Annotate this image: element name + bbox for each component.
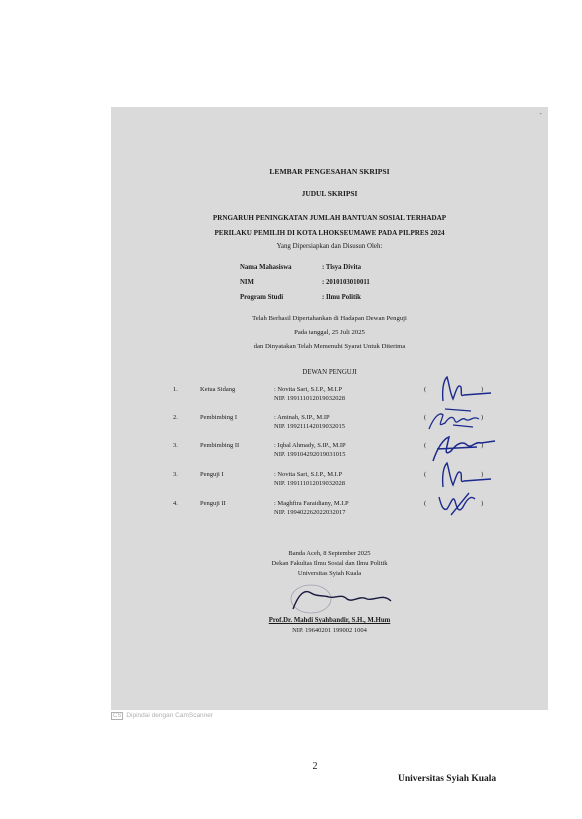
examiner-row: 1. Ketua Sidang : Novita Sari, S.I.P., M.I.P NIP. 199111012019032028 ( ) [173, 386, 484, 402]
dean-nip: NIP. 19640201 199002 1004 [292, 627, 367, 634]
defended-line-1: Telah Berhasil Dipertahankan di Hadapan Dewan Penguji [252, 315, 407, 322]
dean-name: Prof.Dr. Mahdi Syahbandir, S.H., M.Hum [268, 617, 391, 624]
page-number: 2 [312, 761, 318, 772]
sheet-title: LEMBAR PENGESAHAN SKRIPSI [269, 167, 390, 176]
board-heading: DEWAN PENGUJI [302, 369, 357, 376]
scanner-watermark: CS Dipindai dengan CamScanner [113, 712, 214, 719]
university-name-small: Universitas Syiah Kuala [297, 570, 362, 577]
thesis-title-line-2: PERILAKU PEMILIH DI KOTA LHOKSEUMAWE PADA PILPRES 2024 [214, 229, 445, 237]
signature-ketua-sidang [431, 373, 495, 405]
signature-penguji-2 [431, 487, 487, 519]
prepared-by: Yang Dipersiapkan dan Disusun Oleh: [276, 243, 383, 250]
place-date: Banda Aceh, 8 September 2025 [288, 550, 371, 557]
scanned-approval-sheet: - LEMBAR PENGESAHAN SKRIPSI JUDUL SKRIPSI PRNGARUH PENINGKATAN JUMLAH BANTUAN SOSIAL TERHADAP PERILAKU PEMILIH DI KOTA LHOKSEUMAWE PADA PILPRES 2024 Yang Dipersiapkan dan Disusun Oleh: Nama Mahasiswa : Tisya Divita NIM : 2010103010011 Program Studi : Ilmu Politik Telah Berhasil Dipertahankan di Hadapan Dewan Penguji Pada tanggal, 25 Juli 2025 dan Dinyatakan Telah Memenuhi Syarat Untuk Diterima DEWAN PENGUJI 1. Ketua Sidang : Novita Sari, S.I.P., M.I.P NIP. 199111012019032028 ( ) 2. Pembimbing I : Aminah, S.IP., M.IP NIP. 199211142019032015 ( ) 3. Pembimbing II : Iqbal Ahmady, S.IP., M.IP NIP. 199104292019031015 ( ) 3. Penguji I : Novita Sari, S.I.P., M.I.P NIP. 199111012019032028 ( ) 4. Penguji II : Maghfira Faraidiany, M.I.P NIP. 199402262022032017 ( ) Banda Aceh, 8 September 2025 Dekan Fakultas Ilmu Sosial dan Ilmu Politik Universitas Syiah Kuala Prof.Dr. Mahdi Syahbandir, S.H., M.Hum NIP. 19640201 199002 1004 [111, 107, 548, 710]
sheet-subtitle: JUDUL SKRIPSI [301, 189, 358, 198]
examiner-row: 4. Penguji II : Maghfira Faraidiany, M.I.P NIP. 199402262022032017 ( ) [173, 500, 484, 516]
examiner-row: 3. Pembimbing II : Iqbal Ahmady, S.IP., M.IP NIP. 199104292019031015 ( ) [173, 442, 484, 458]
footer-university: Universitas Syiah Kuala [398, 774, 497, 784]
thesis-title-line-1: PRNGARUH PENINGKATAN JUMLAH BANTUAN SOSIAL TERHADAP [212, 214, 447, 222]
examiner-row: 2. Pembimbing I : Aminah, S.IP., M.IP NIP. 199211142019032015 ( ) [173, 414, 484, 430]
examiner-row: 3. Penguji I : Novita Sari, S.I.P., M.I.P NIP. 199111012019032028 ( ) [173, 471, 484, 487]
dean-title: Dekan Fakultas Ilmu Sosial dan Ilmu Politik [271, 560, 388, 567]
defended-line-3: dan Dinyatakan Telah Memenuhi Syarat Untuk Diterima [253, 343, 406, 350]
defended-line-2: Pada tanggal, 25 Juli 2025 [294, 329, 365, 336]
dean-signature [271, 579, 411, 619]
camscanner-logo-icon: CS [113, 713, 122, 719]
